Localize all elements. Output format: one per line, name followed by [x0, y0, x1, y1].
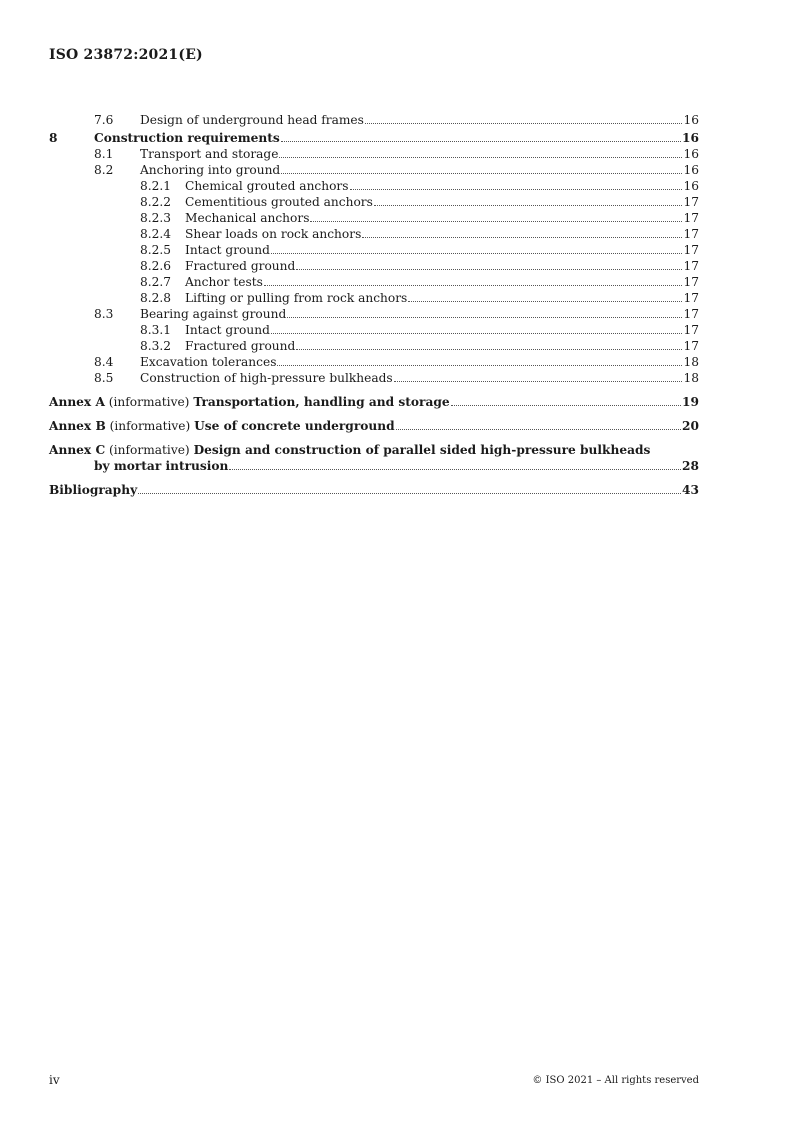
- toc-entry-title: Intact ground: [185, 243, 270, 257]
- toc-entry-title: Anchoring into ground: [140, 163, 281, 177]
- toc-entry-number: 8.3: [94, 307, 114, 321]
- toc-entry-page: 17: [683, 275, 699, 289]
- toc-entry-7-6[interactable]: [49, 112, 699, 128]
- toc-entry-page: 16: [683, 147, 699, 161]
- toc-entry-title: Fractured ground: [185, 339, 296, 353]
- toc-entry-page: 16: [683, 179, 699, 193]
- toc-entry-title: Construction requirements: [94, 131, 280, 145]
- toc-entry-page: 43: [682, 483, 699, 497]
- dot-leader: [394, 381, 683, 382]
- toc-entry-title: Chemical grouted anchors: [185, 179, 349, 193]
- annex-heading: [49, 394, 450, 410]
- toc-entry-8-4[interactable]: [49, 354, 699, 370]
- toc-entry-annex-a[interactable]: [49, 394, 699, 410]
- toc-entry-8-2-1[interactable]: [49, 178, 699, 194]
- toc-entry-page: 18: [683, 371, 699, 385]
- dot-leader: [264, 285, 683, 286]
- toc-entry-page: 17: [683, 259, 699, 273]
- toc-entry-page: 17: [683, 243, 699, 257]
- annex-kind: (informative): [109, 419, 191, 433]
- dot-leader: [365, 123, 683, 124]
- annex-label: Annex A: [49, 395, 105, 409]
- toc-entry-title: Transport and storage: [140, 147, 279, 161]
- dot-leader: [271, 253, 683, 254]
- toc-entry-title: Fractured ground: [185, 259, 296, 273]
- toc-entry-8-3-1[interactable]: [49, 322, 699, 338]
- toc-entry-number: 8.2: [94, 163, 114, 177]
- toc-entry-number: 8.2.1: [140, 179, 172, 193]
- dot-leader: [279, 157, 682, 158]
- toc-entry-8-1[interactable]: [49, 146, 699, 162]
- dot-leader: [396, 429, 681, 430]
- annex-title: Transportation, handling and storage: [193, 395, 450, 409]
- toc-entry-bibliography[interactable]: [49, 482, 699, 498]
- dot-leader: [350, 189, 683, 190]
- toc-entry-title: Mechanical anchors: [185, 211, 310, 225]
- toc-entry-8[interactable]: [49, 130, 699, 146]
- toc-entry-8-2-6[interactable]: [49, 258, 699, 274]
- toc-entry-title: Excavation tolerances: [140, 355, 277, 369]
- annex-label: Annex C: [49, 443, 106, 457]
- toc-entry-number: 8.4: [94, 355, 114, 369]
- toc-entry-number: 8.2.7: [140, 275, 172, 289]
- dot-leader: [408, 301, 682, 302]
- toc-entry-number: 8.2.3: [140, 211, 172, 225]
- dot-leader: [138, 493, 681, 494]
- toc-entry-page: 17: [683, 291, 699, 305]
- toc-entry-title: Design of underground head frames: [140, 113, 364, 127]
- toc-entry-number: 8.2.4: [140, 227, 172, 241]
- toc-entry-8-3[interactable]: [49, 306, 699, 322]
- dot-leader: [374, 205, 683, 206]
- dot-leader: [296, 349, 682, 350]
- toc-entry-number: 8: [49, 131, 58, 145]
- toc-entry-number: 8.2.2: [140, 195, 172, 209]
- toc-entry-number: 8.2.6: [140, 259, 172, 273]
- copyright-notice: © ISO 2021 – All rights reserved: [532, 1075, 699, 1086]
- dot-leader: [281, 173, 682, 174]
- toc-entry-page: 19: [682, 395, 699, 409]
- toc-entry-8-2-2[interactable]: [49, 194, 699, 210]
- toc-entry-8-3-2[interactable]: [49, 338, 699, 354]
- toc-entry-page: 20: [682, 419, 699, 433]
- toc-entry-title: Lifting or pulling from rock anchors: [185, 291, 408, 305]
- toc-entry-page: 17: [683, 339, 699, 353]
- toc-entry-number: 8.5: [94, 371, 114, 385]
- toc-entry-page: 16: [683, 163, 699, 177]
- toc-entry-title: Bibliography: [49, 483, 138, 497]
- annex-heading: [49, 442, 699, 458]
- toc-entry-annex-c[interactable]: [49, 442, 699, 474]
- toc-entry-8-2-8[interactable]: [49, 290, 699, 306]
- page-number: iv: [49, 1073, 60, 1087]
- toc-entry-page: 16: [683, 113, 699, 127]
- toc-entry-title: Anchor tests: [185, 275, 263, 289]
- annex-kind: (informative): [109, 443, 190, 457]
- annex-title: Use of concrete underground: [194, 419, 395, 433]
- toc-entry-number: 8.1: [94, 147, 114, 161]
- annex-label: Annex B: [49, 419, 106, 433]
- toc-entry-8-2[interactable]: [49, 162, 699, 178]
- dot-leader: [451, 405, 681, 406]
- toc-entry-8-2-4[interactable]: [49, 226, 699, 242]
- dot-leader: [310, 221, 682, 222]
- toc-entry-8-5[interactable]: [49, 370, 699, 386]
- annex-kind: (informative): [108, 395, 190, 409]
- toc-entry-page: 28: [682, 459, 699, 473]
- toc-entry-number: 8.3.1: [140, 323, 172, 337]
- toc-entry-page: 17: [683, 323, 699, 337]
- toc-entry-annex-b[interactable]: [49, 418, 699, 434]
- annex-title-continued: by mortar intrusion: [94, 459, 229, 473]
- toc-entry-title: Bearing against ground: [140, 307, 287, 321]
- table-of-contents: [49, 112, 699, 498]
- toc-entry-8-2-7[interactable]: [49, 274, 699, 290]
- toc-entry-number: 8.3.2: [140, 339, 172, 353]
- toc-entry-title: Intact ground: [185, 323, 270, 337]
- toc-entry-page: 17: [683, 307, 699, 321]
- toc-entry-page: 17: [683, 227, 699, 241]
- toc-entry-page: 16: [682, 131, 699, 145]
- toc-entry-title: Shear loads on rock anchors: [185, 227, 362, 241]
- toc-entry-8-2-3[interactable]: [49, 210, 699, 226]
- dot-leader: [271, 333, 683, 334]
- toc-entry-number: 7.6: [94, 113, 114, 127]
- toc-entry-title: Cementitious grouted anchors: [185, 195, 373, 209]
- toc-entry-title: Construction of high-pressure bulkheads: [140, 371, 393, 385]
- dot-leader: [287, 317, 682, 318]
- toc-entry-page: 17: [683, 211, 699, 225]
- toc-entry-page: 18: [683, 355, 699, 369]
- dot-leader: [296, 269, 682, 270]
- annex-title: Design and construction of parallel sided high-pressure bulkheads: [193, 443, 651, 457]
- toc-entry-number: 8.2.5: [140, 243, 172, 257]
- dot-leader: [281, 141, 681, 142]
- toc-entry-8-2-5[interactable]: [49, 242, 699, 258]
- dot-leader: [229, 469, 681, 470]
- annex-heading: [49, 418, 395, 434]
- document-id: ISO 23872:2021(E): [49, 47, 203, 63]
- dot-leader: [277, 365, 682, 366]
- toc-entry-number: 8.2.8: [140, 291, 172, 305]
- toc-entry-page: 17: [683, 195, 699, 209]
- dot-leader: [362, 237, 682, 238]
